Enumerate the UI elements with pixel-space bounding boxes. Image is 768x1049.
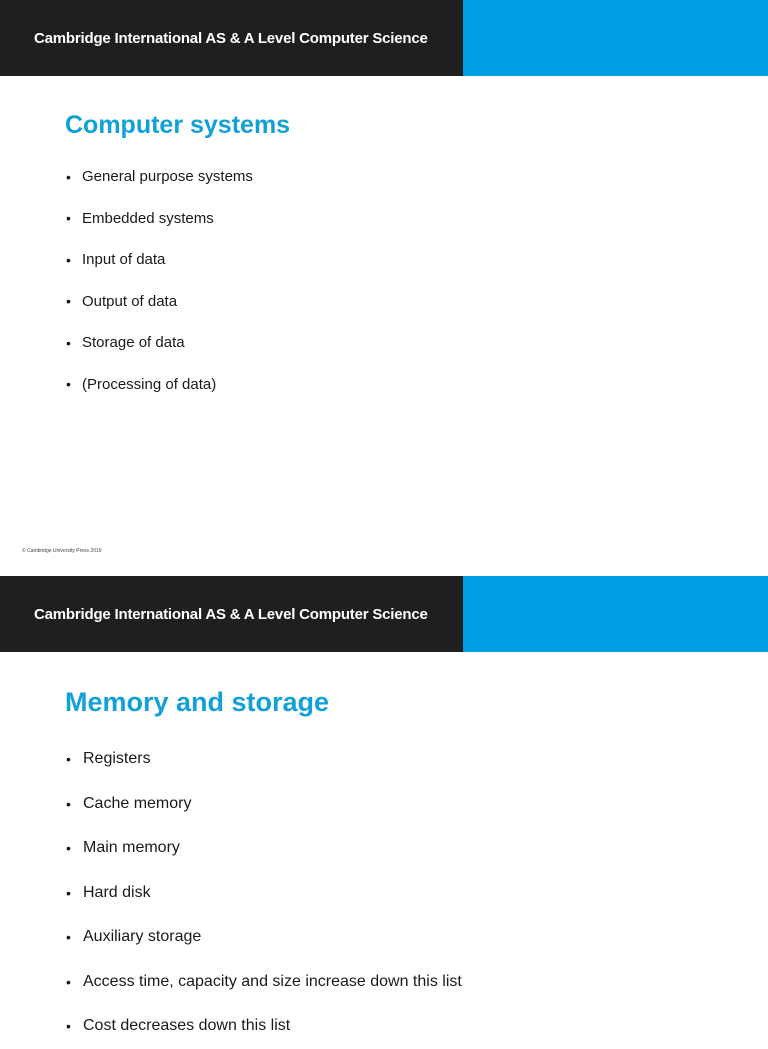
header-title: Cambridge International AS & A Level Computer Science bbox=[34, 605, 428, 623]
bullet-glyph: • bbox=[66, 795, 71, 812]
bullet-item bbox=[66, 915, 462, 960]
bullet-glyph: • bbox=[66, 251, 71, 268]
bullet-list bbox=[66, 737, 462, 1049]
header-title: Cambridge International AS & A Level Computer Science bbox=[34, 29, 428, 47]
bullet-glyph: • bbox=[66, 973, 71, 990]
bullet-text: Input of data bbox=[82, 251, 166, 269]
bullet-list bbox=[66, 156, 253, 405]
bullet-text: Main memory bbox=[83, 839, 180, 857]
slide-header bbox=[0, 0, 768, 76]
bullet-glyph: • bbox=[66, 168, 71, 185]
slide-title: Computer systems bbox=[65, 111, 291, 139]
bullet-item bbox=[66, 1004, 462, 1049]
bullet-text: Storage of data bbox=[82, 334, 185, 352]
slide-title: Memory and storage bbox=[65, 687, 330, 717]
bullet-item bbox=[66, 871, 462, 916]
bullet-text: Cache memory bbox=[83, 794, 192, 812]
bullet-item bbox=[66, 826, 462, 871]
bullet-glyph: • bbox=[66, 884, 71, 901]
slide-memory-and-storage bbox=[0, 576, 768, 1035]
header-blue-band bbox=[463, 0, 768, 76]
bullet-glyph: • bbox=[66, 334, 71, 351]
bullet-text: Access time, capacity and size increase down this list bbox=[83, 972, 462, 990]
bullet-text: Embedded systems bbox=[82, 209, 214, 227]
copyright-footer: © Cambridge University Press 2019 bbox=[22, 548, 102, 554]
bullet-glyph: • bbox=[66, 929, 71, 946]
header-dark-band bbox=[0, 576, 463, 652]
bullet-glyph: • bbox=[66, 1018, 71, 1035]
bullet-glyph: • bbox=[66, 840, 71, 857]
bullet-text: Output of data bbox=[82, 292, 178, 310]
bullet-glyph: • bbox=[66, 751, 71, 768]
bullet-item bbox=[66, 322, 253, 364]
bullet-item bbox=[66, 364, 253, 406]
bullet-text: Registers bbox=[83, 750, 151, 768]
bullet-item bbox=[66, 960, 462, 1005]
bullet-text: Auxiliary storage bbox=[83, 928, 202, 946]
bullet-text: (Processing of data) bbox=[82, 375, 217, 393]
bullet-item bbox=[66, 198, 253, 240]
bullet-glyph: • bbox=[66, 293, 71, 310]
bullet-glyph: • bbox=[66, 376, 71, 393]
bullet-item bbox=[66, 239, 253, 281]
bullet-text: General purpose systems bbox=[82, 168, 253, 186]
bullet-glyph: • bbox=[66, 210, 71, 227]
bullet-item bbox=[66, 156, 253, 198]
slide-header bbox=[0, 576, 768, 652]
header-blue-band bbox=[463, 576, 768, 652]
bullet-item bbox=[66, 281, 253, 323]
bullet-text: Cost decreases down this list bbox=[83, 1017, 291, 1035]
header-dark-band bbox=[0, 0, 463, 76]
bullet-item bbox=[66, 782, 462, 827]
bullet-text: Hard disk bbox=[83, 883, 151, 901]
bullet-item bbox=[66, 737, 462, 782]
